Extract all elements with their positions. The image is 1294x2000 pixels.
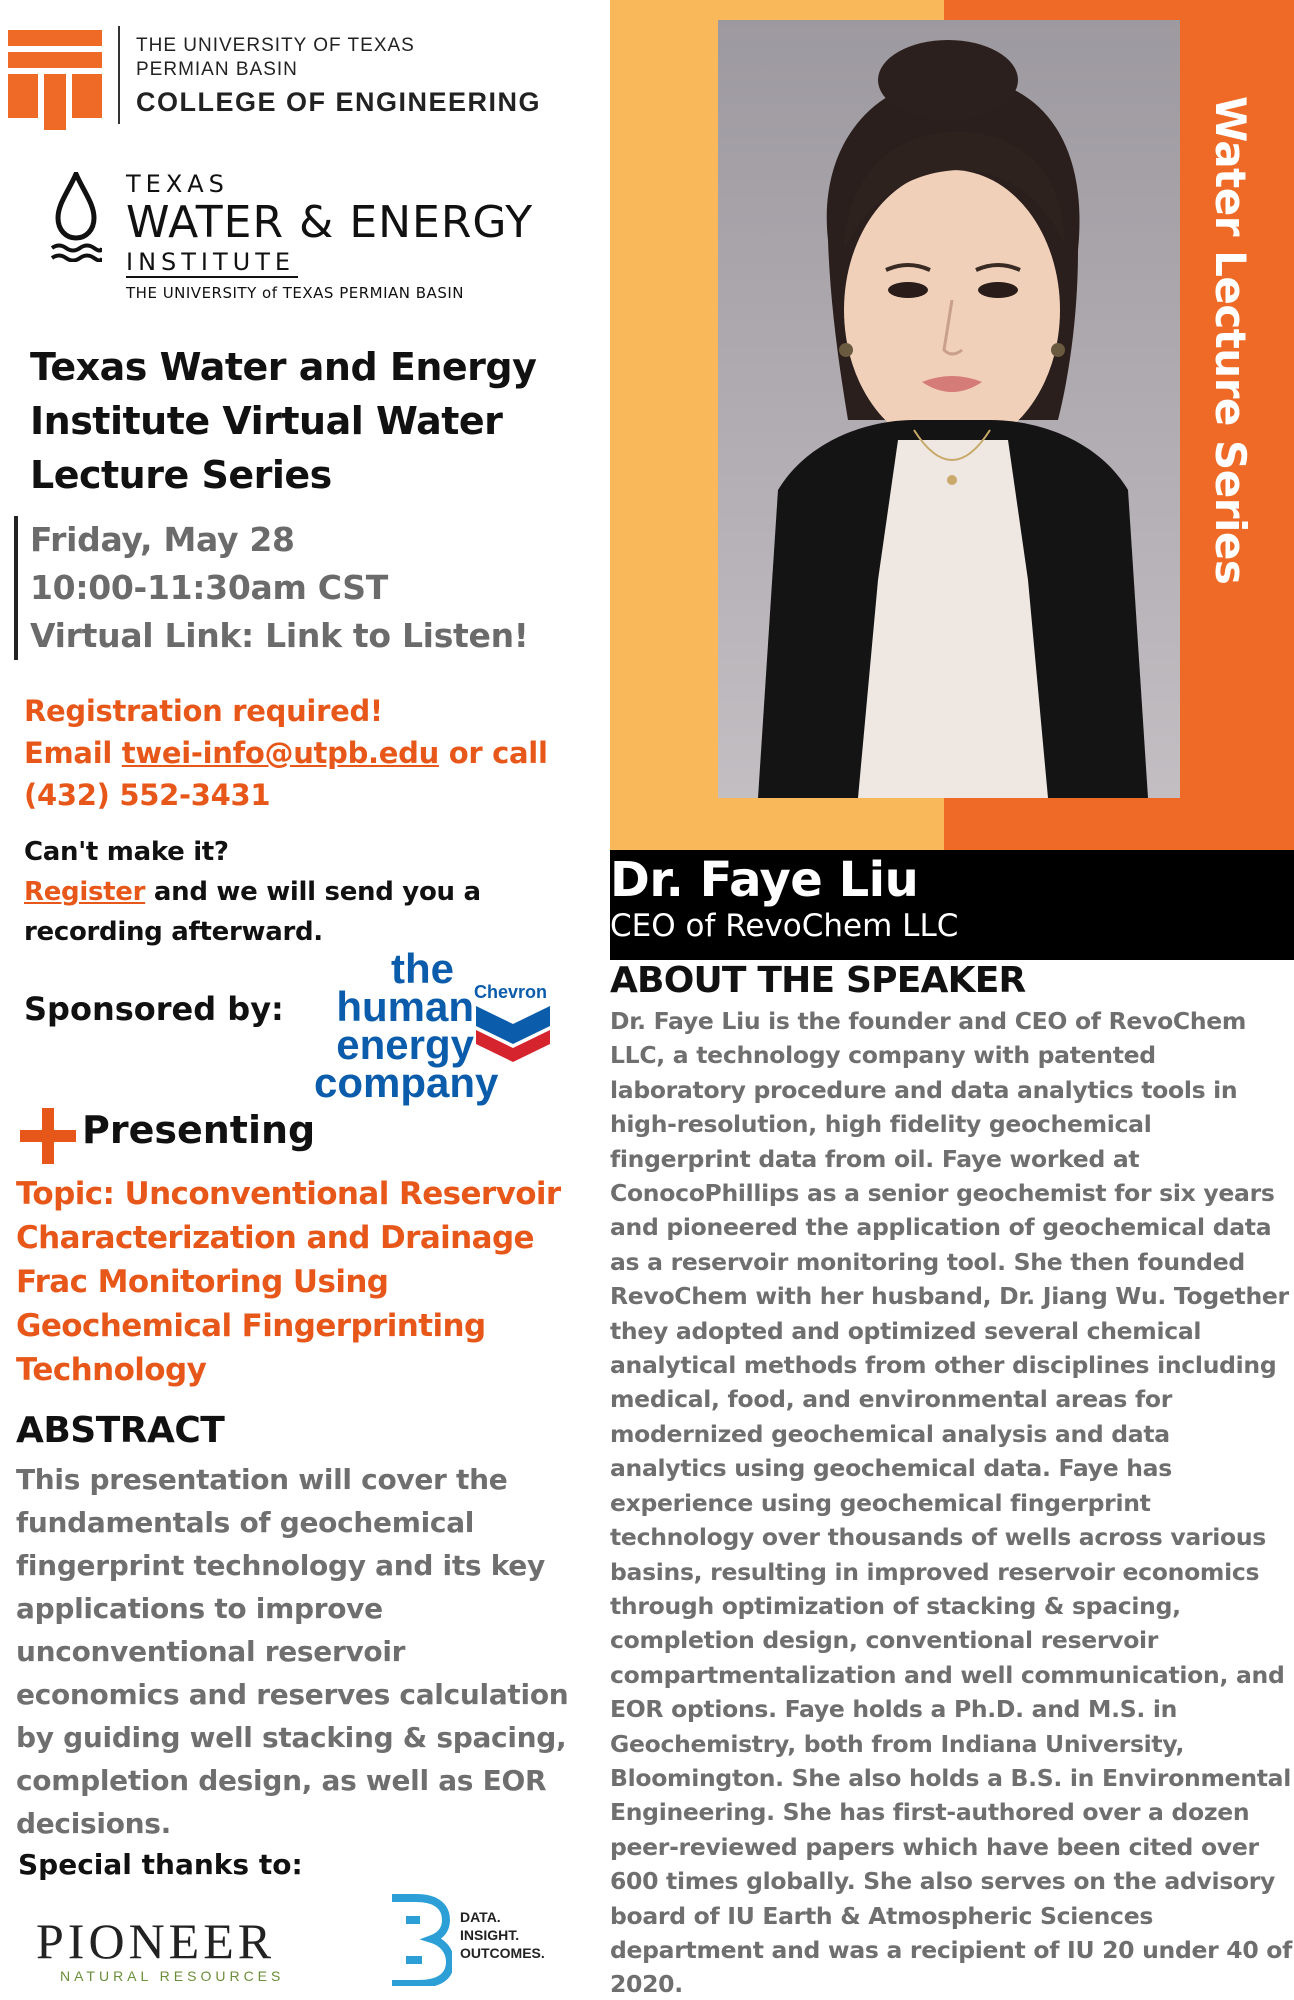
- pioneer-logo: PIONEER: [36, 1913, 276, 1969]
- b3-logo-icon: [386, 1894, 452, 1986]
- chevron-tagline-4: company: [314, 1059, 499, 1106]
- water-drop-icon: [50, 172, 102, 262]
- presentation-topic: Topic: Unconventional Reservoir Characterization and Drainage Frac Monitoring Using Geochemical Fingerprinting Technology: [16, 1176, 561, 1388]
- register-rest: and we will send you a: [145, 877, 481, 907]
- registration-required: Registration required!: [24, 694, 383, 728]
- twei-subtitle: THE UNIVERSITY of TEXAS PERMIAN BASIN: [126, 284, 464, 302]
- sponsored-label: Sponsored by:: [24, 990, 284, 1028]
- chevron-brand: Chevron: [474, 982, 548, 1002]
- b3-line-1: DATA.: [460, 1909, 501, 1925]
- utpb-line-3: COLLEGE OF ENGINEERING: [136, 87, 542, 117]
- registration-contact: [24, 732, 548, 774]
- pioneer-subtitle: NATURAL RESOURCES: [60, 1968, 285, 1984]
- event-time: 10:00-11:30am CST: [30, 568, 388, 607]
- about-heading: ABOUT THE SPEAKER: [610, 960, 1026, 1001]
- speaker-role: CEO of RevoChem LLC: [610, 908, 959, 944]
- about-body: Dr. Faye Liu is the founder and CEO of RevoChem LLC, a technology company with patented laboratory procedure and data analytics tools in high-resolution, high fidelity geochemical fingerprint data from oil. Faye worked at ConocoPhillips as a senior geochemist for six years and pioneered the application of geochemical data as a reservoir monitoring tool. She then founded RevoChem with her husband, Dr. Jiang Wu. Together they adopted and optimized several chemical analytical methods from other disciplines including medical, food, and environmental areas for modernized geochemical analysis and data analytics using geochemical data. Faye has experience using geochemical fingerprint technology over thousands of wells across various basins, resulting in improved reservoir economics through optimization of stacking & spacing, completion design, conventional reservoir compartmentalization and well communication, and EOR options. Faye holds a Ph.D. and M.S. in Geochemistry, both from Indiana University, Bloomington. She also holds a B.S. in Environmental Engineering. She has first-authored over a dozen peer-reviewed papers which have been cited over 600 times globally. She also serves on the advisory board of IU Earth & Atmospheric Sciences department and was a recipient of IU 20 under 40 of 2020.: [610, 1007, 1293, 1999]
- logo-divider: [118, 26, 120, 124]
- utpb-logo: [8, 30, 102, 130]
- presenting-label: Presenting: [82, 1108, 316, 1152]
- call-text: or call: [438, 736, 548, 770]
- utpb-line-2: PERMIAN BASIN: [136, 59, 298, 80]
- b3-tagline: [460, 1908, 545, 1962]
- event-title: Texas Water and Energy Institute Virtual Water Lecture Series: [30, 345, 537, 497]
- abstract-body: This presentation will cover the fundamentals of geochemical fingerprint technology and its key applications to improve unconventional reservoir economics and reserves calculation by guiding well stacking & spacing, completion design, as well as EOR decisions.: [16, 1463, 569, 1840]
- utpb-line-1: THE UNIVERSITY OF TEXAS: [136, 35, 415, 56]
- chevron-tagline-3: energy: [336, 1021, 474, 1068]
- cant-make-it-line: Can't make it?: [24, 837, 229, 867]
- abstract-heading: ABSTRACT: [16, 1410, 225, 1451]
- b3-line-2: INSIGHT.: [460, 1927, 520, 1943]
- register-line: [24, 872, 481, 912]
- b3-line-3: OUTCOMES.: [460, 1945, 545, 1961]
- twei-line-2: WATER & ENERGY: [126, 197, 534, 248]
- cant-make-it-block: [24, 832, 481, 952]
- twei-wordmark: [126, 170, 533, 276]
- special-thanks-label: Special thanks to:: [18, 1848, 303, 1881]
- plus-icon: [20, 1108, 76, 1164]
- chevron-logo-icon: [474, 980, 552, 1062]
- email-prefix: Email: [24, 736, 122, 770]
- speaker-photo: [718, 20, 1180, 798]
- register-link[interactable]: Register: [24, 877, 146, 907]
- chevron-tagline-2: human: [336, 983, 474, 1030]
- email-link[interactable]: twei-info@utpb.edu: [121, 736, 439, 770]
- recording-line: recording afterward.: [24, 917, 323, 947]
- utpb-wordmark: [136, 34, 541, 120]
- event-details: [14, 516, 529, 660]
- series-vertical-title: Water Lecture Series: [1206, 96, 1255, 585]
- registration-block: [24, 690, 548, 816]
- event-link[interactable]: Virtual Link: Link to Listen!: [30, 616, 529, 655]
- event-date: Friday, May 28: [30, 520, 295, 559]
- twei-line-1: TEXAS: [126, 170, 229, 198]
- chevron-tagline-1: the: [391, 945, 454, 992]
- phone-number: (432) 552-3431: [24, 778, 271, 812]
- speaker-name: Dr. Faye Liu: [610, 852, 919, 908]
- twei-rule: [126, 276, 298, 278]
- twei-line-3: INSTITUTE: [126, 248, 296, 276]
- chevron-tagline: [314, 945, 499, 1106]
